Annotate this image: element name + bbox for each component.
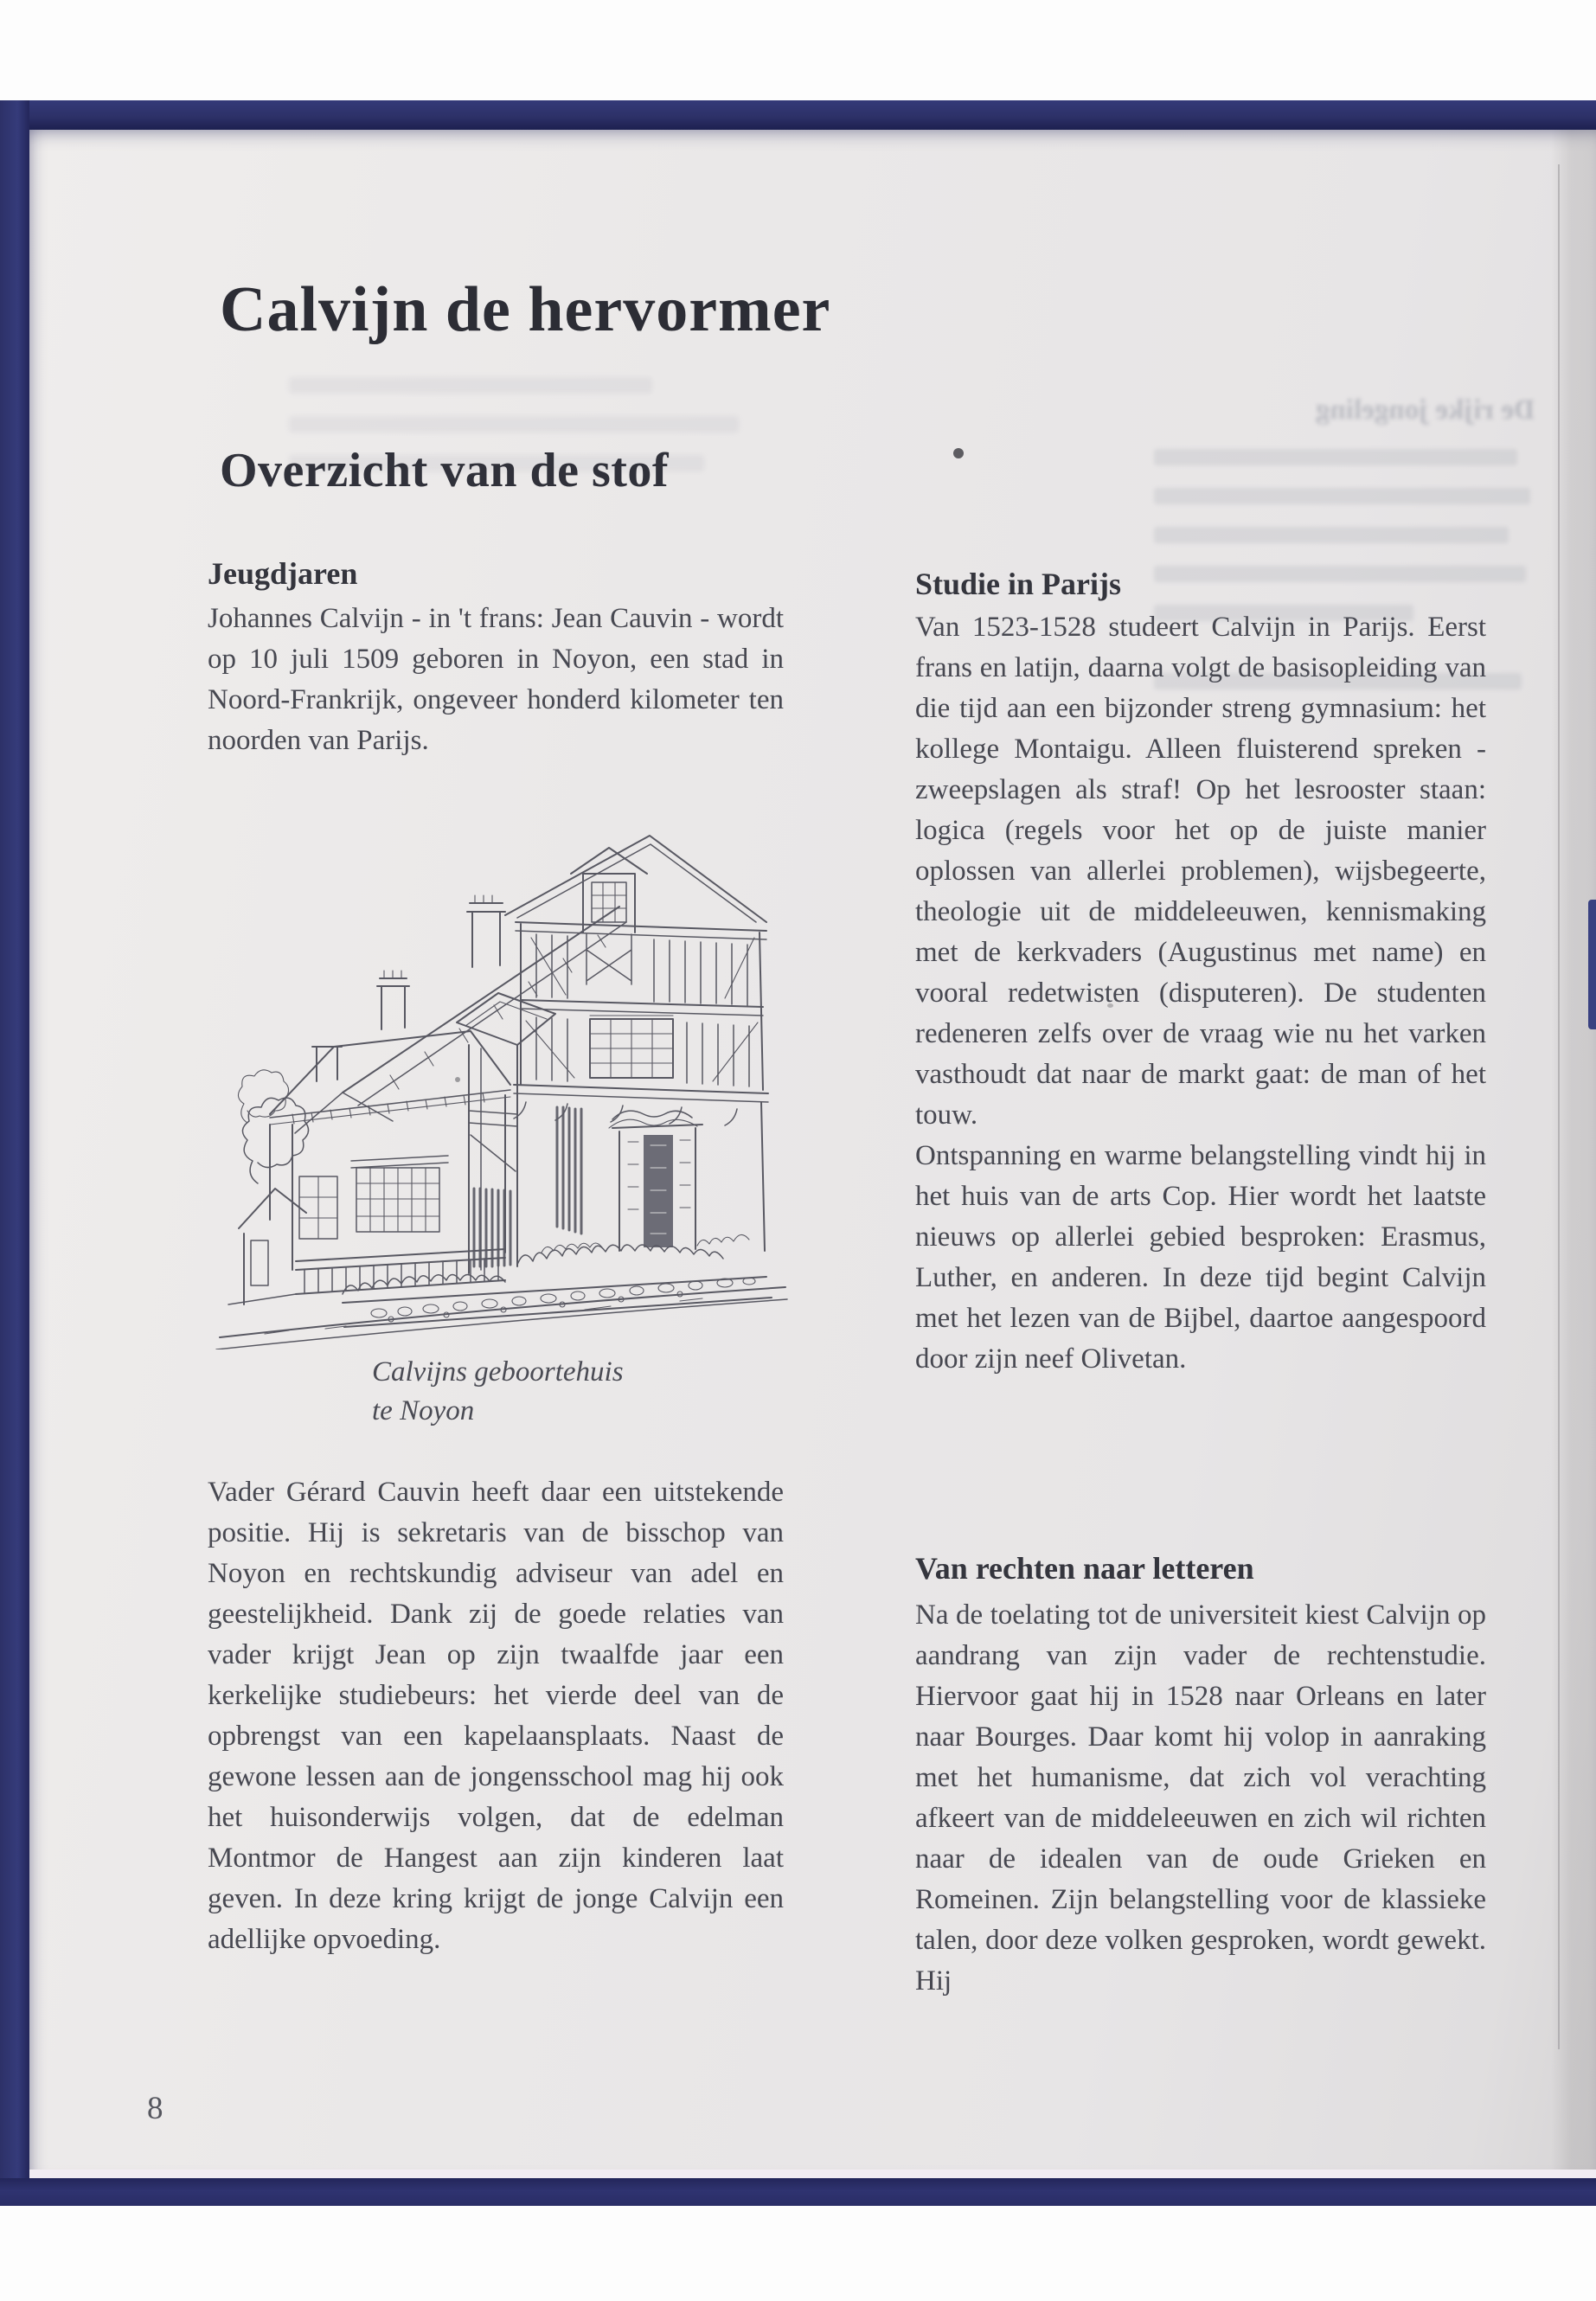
caption-line-2: te Noyon [372, 1395, 475, 1426]
bleed-through-heading: De rijke jongeling [1316, 394, 1535, 426]
scan-speck [455, 1077, 460, 1082]
caption-line-1: Calvijns geboortehuis [372, 1356, 624, 1388]
illustration-caption [372, 1353, 624, 1431]
bleed-through-line [1154, 488, 1530, 504]
bleed-through-line [1154, 449, 1517, 465]
house-line-drawing-icon [213, 820, 794, 1349]
paragraph-studie-in-parijs [915, 607, 1486, 1380]
scan-speck [953, 448, 964, 458]
page-edge-shading [1551, 130, 1596, 2178]
book-cover-top-edge [0, 100, 1596, 130]
page-title: Calvijn de hervormer [220, 274, 831, 345]
paragraph-vader-cauvin: Vader Gérard Cauvin heeft daar een uitstekende positie. Hij is sekretaris van de bisschop van Noyon en rechtskundig adviseur van adel en geestelijkheid. Dank zij de goede relaties van vader krijgt Jean op zijn twaalfde jaar een kerkelijke studiebeurs: het vierde deel van de opbrengst van een kapelaansplaats. Naast de gewone lessen aan de jongensschool mag hij ook het huisonderwijs volgen, dat de edelman Montmor de Hangest aan zijn kinderen laat geven. In deze kring krijgt de jonge Calvijn een adellijke opvoeding. [208, 1477, 784, 1955]
section-heading-jeugdjaren: Jeugdjaren [208, 556, 358, 591]
page-number: 8 [147, 2091, 163, 2126]
page-subtitle: Overzicht van de stof [220, 444, 670, 497]
section-heading-studie-in-parijs: Studie in Parijs [915, 567, 1122, 601]
bleed-through-line [1154, 566, 1526, 582]
book-cover-bottom-edge [0, 2178, 1596, 2206]
section-heading-van-rechten-naar-letteren: Van rechten naar letteren [915, 1551, 1254, 1586]
book-cover-left-edge [0, 100, 29, 2206]
page-bottom-edge [29, 2170, 1596, 2178]
birthhouse-illustration [213, 820, 794, 1349]
paragraph-studie-part1: Van 1523-1528 studeert Calvijn in Parijs. Eerst frans en latijn, daarna volgt de basisopleiding van die tijd aan een bijzonder streng gymnasium: het kollege Montaigu. Alleen fluisterend spreken - zweepslagen als straf! Op het lesrooster staan: logica (regels voor het op de juiste manier oplossen van allerlei problemen), wijsbegeerte, theologie uit de middeleeuwen, kennismaking met de kerkvaders (Augustinus met name) en vooral redetwisten (disputeren). De studenten redeneren zelfs over de vraag wie nu het varken vasthoudt dat naar de markt gaat: de man of het touw. [915, 612, 1486, 1131]
bleed-through-line [1154, 527, 1509, 543]
paragraph-van-rechten: Na de toelating tot de universiteit kiest Calvijn op aandrang van zijn vader de rechtenstudie. Hiervoor gaat hij in 1528 naar Orleans en later naar Bourges. Daar komt hij volop in aanraking met het humanisme, dat zich vol verachting afkeert van de middeleeuwen en zich wil richten naar de idealen van de oude Grieken en Romeinen. Zijn belangstelling voor de klassieke talen, door deze volken gesproken, wordt gewekt. Hij [915, 1599, 1486, 1997]
paper-page [29, 130, 1596, 2178]
paragraph-jeugdjaren: Johannes Calvijn - in 't frans: Jean Cauvin - wordt op 10 juli 1509 geboren in Noyon, een stad in Noord-Frankrijk, ongeveer honderd kilometer ten noorden van Parijs. [208, 603, 784, 756]
paragraph-studie-part2: Ontspanning en warme belangstelling vindt hij in het huis van de arts Cop. Hier wordt het laatste nieuws op allerlei gebied besproken: Erasmus, Luther, en anderen. In deze tijd begint Calvijn met het lezen van de Bijbel, daartoe aangespoord door zijn neef Olivetan. [915, 1140, 1486, 1375]
scan-speck [1107, 1003, 1113, 1008]
cover-sliver-right [1588, 900, 1596, 1029]
